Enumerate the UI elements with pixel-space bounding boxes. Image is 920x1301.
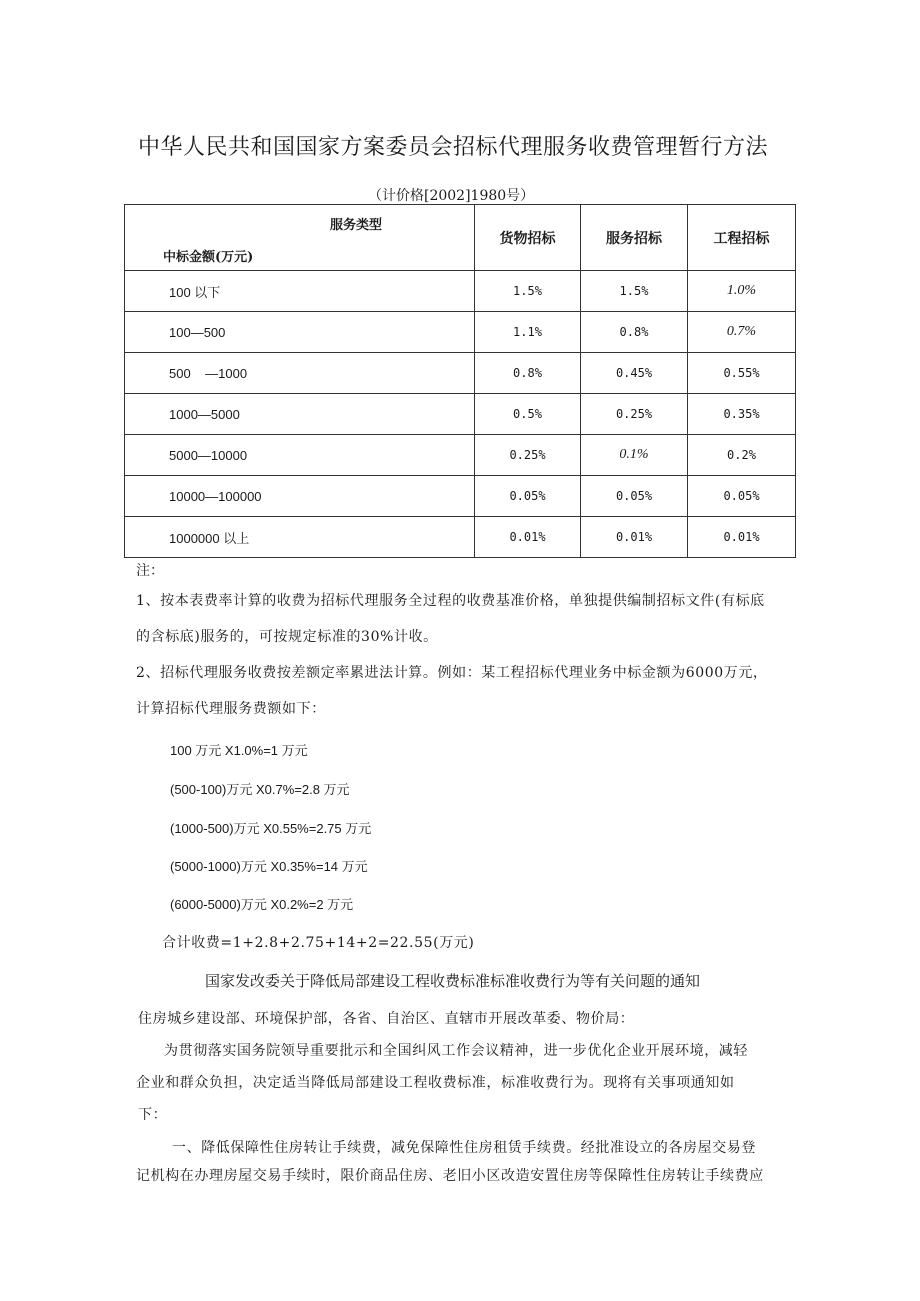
goods-rate: 0.05%	[475, 476, 581, 517]
service-rate: 1.5%	[581, 271, 688, 312]
note-1-line-2: 的含标底)服务的，可按规定标准的30%计收。	[136, 629, 438, 645]
service-rate: 0.25%	[581, 394, 688, 435]
notice-addressee: 住房城乡建设部、环境保护部，各省、自治区、直辖市开展改革委、物价局：	[138, 1011, 635, 1027]
calc-step-2: (500-100)万元 X0.7%=2.8 万元	[170, 782, 350, 797]
notice-paragraph-1-line-2: 企业和群众负担，决定适当降低局部建设工程收费标准，标准收费行为。现将有关事项通知如	[136, 1075, 735, 1091]
notes-label: 注：	[136, 563, 164, 579]
goods-rate: 0.5%	[475, 394, 581, 435]
notice-paragraph-1-line-1: 为贯彻落实国务院领导重要批示和全国纠风工作会议精神，进一步优化企业开展环境，减轻	[164, 1043, 748, 1059]
service-rate: 0.05%	[581, 476, 688, 517]
calc-step-4: (5000-1000)万元 X0.35%=14 万元	[170, 859, 368, 874]
goods-rate: 0.01%	[475, 517, 581, 558]
engineering-rate: 0.55%	[688, 353, 796, 394]
engineering-rate: 1.0%	[688, 271, 796, 312]
service-rate: 0.01%	[581, 517, 688, 558]
note-1-line-1: 1、按本表费率计算的收费为招标代理服务全过程的收费基准价格，单独提供编制招标文件(有标底	[136, 593, 765, 609]
fee-rate-table	[124, 204, 796, 558]
service-rate: 0.1%	[581, 435, 688, 476]
note-2-line-1: 2、招标代理服务收费按差额定率累进法计算。例如：某工程招标代理业务中标金额为6000万元，	[136, 665, 768, 681]
engineering-rate: 0.01%	[688, 517, 796, 558]
goods-rate: 0.8%	[475, 353, 581, 394]
notice-paragraph-2-line-1: 一、降低保障性住房转让手续费，减免保障性住房租赁手续费。经批准设立的各房屋交易登	[172, 1140, 756, 1156]
amount-range: 1000—5000	[125, 394, 475, 435]
calc-step-1: 100 万元 X1.0%=1 万元	[170, 743, 308, 758]
amount-range: 100—500	[125, 312, 475, 353]
table-row	[125, 435, 796, 476]
table-row	[125, 271, 796, 312]
calc-total: 合计收费=1+2.8+2.75+14+2=22.55(万元)	[162, 935, 475, 951]
calc-step-3: (1000-500)万元 X0.55%=2.75 万元	[170, 821, 372, 836]
table-header-row	[125, 205, 796, 271]
service-rate: 0.8%	[581, 312, 688, 353]
table-row	[125, 394, 796, 435]
note-2-line-2: 计算招标代理服务费额如下：	[136, 701, 326, 717]
table-corner-header	[125, 205, 475, 271]
amount-range: 100 以下	[125, 271, 475, 312]
column-header-goods: 货物招标	[475, 205, 581, 271]
header-service-type: 服务类型	[330, 218, 383, 233]
calc-step-5: (6000-5000)万元 X0.2%=2 万元	[170, 897, 354, 912]
document-title: 中华人民共和国国家方案委员会招标代理服务收费管理暂行方法	[138, 135, 769, 160]
goods-rate: 1.5%	[475, 271, 581, 312]
amount-range: 500 —1000	[125, 353, 475, 394]
engineering-rate: 0.2%	[688, 435, 796, 476]
engineering-rate: 0.35%	[688, 394, 796, 435]
document-number: （计价格[2002]1980号）	[368, 188, 535, 204]
notice-paragraph-1-line-3: 下：	[138, 1107, 168, 1123]
column-header-engineering: 工程招标	[688, 205, 796, 271]
notice-paragraph-2-line-2: 记机构在办理房屋交易手续时，限价商品住房、老旧小区改造安置住房等保障性住房转让手续费应	[136, 1168, 764, 1184]
table-row	[125, 312, 796, 353]
amount-range: 10000—100000	[125, 476, 475, 517]
header-winning-amount: 中标金额(万元)	[163, 250, 254, 265]
engineering-rate: 0.7%	[688, 312, 796, 353]
goods-rate: 0.25%	[475, 435, 581, 476]
column-header-service: 服务招标	[581, 205, 688, 271]
engineering-rate: 0.05%	[688, 476, 796, 517]
amount-range: 5000—10000	[125, 435, 475, 476]
notice-title: 国家发改委关于降低局部建设工程收费标准标准收费行为等有关问题的通知	[205, 973, 701, 990]
table-row	[125, 353, 796, 394]
amount-range: 1000000 以上	[125, 517, 475, 558]
table-row	[125, 517, 796, 558]
table-row	[125, 476, 796, 517]
service-rate: 0.45%	[581, 353, 688, 394]
goods-rate: 1.1%	[475, 312, 581, 353]
